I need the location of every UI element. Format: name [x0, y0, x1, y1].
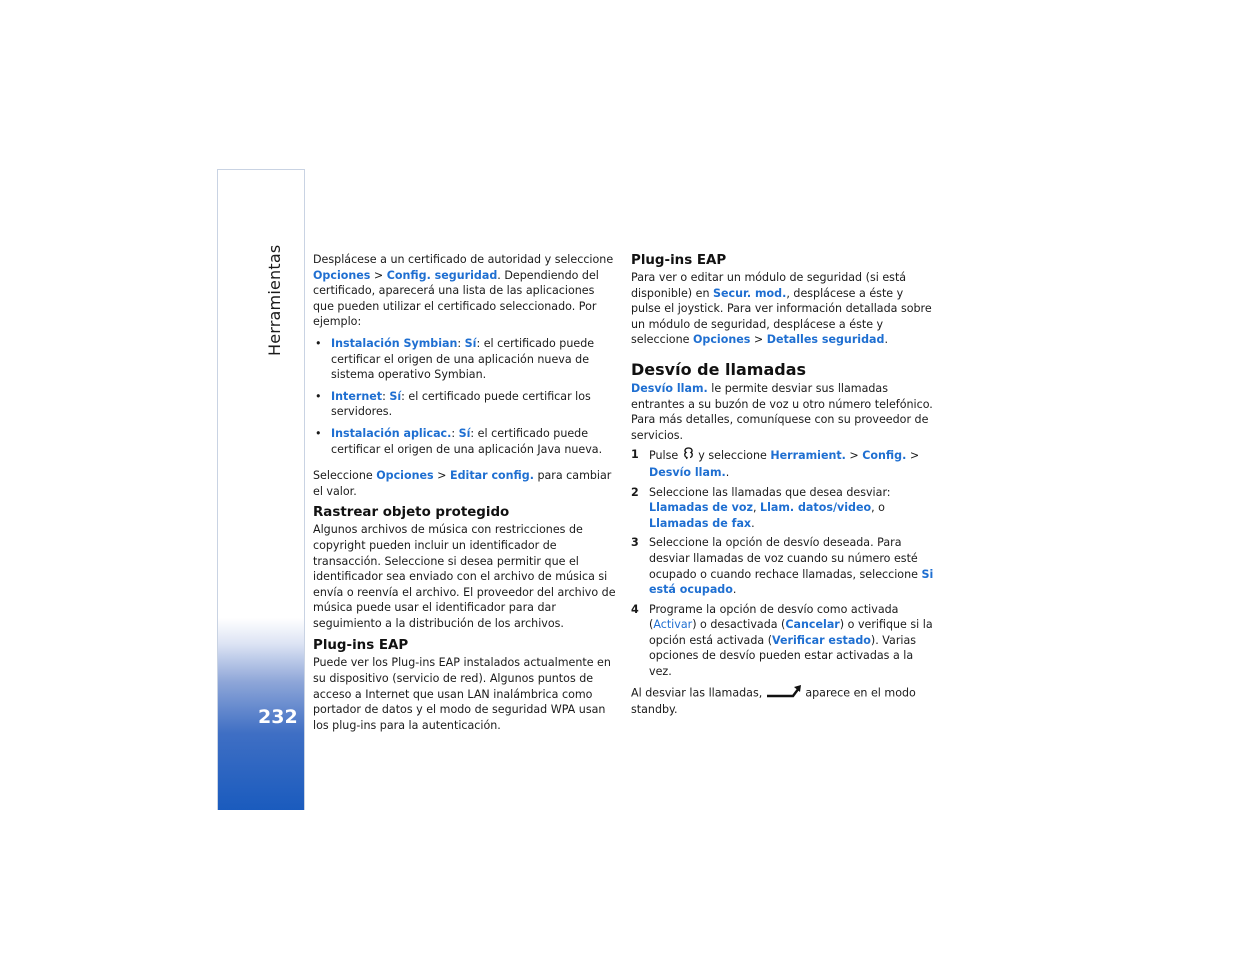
step-item: 2 Seleccione las llamadas que desea desviar: Llamadas de voz, Llam. datos/video, o Llamadas de fax.: [631, 485, 891, 530]
heading-desvio: Desvío de llamadas: [631, 359, 807, 379]
paragraph-plugins-eap: Para ver o editar un módulo de seguridad (si está disponible) en Secur. mod., desplácese a éste y pulse el joystick. Para ver información detallada sobre un módulo de seguridad, desplácese a éste y seleccione Opciones > Detalles seguridad.: [631, 271, 932, 347]
heading-rastrear: Rastrear objeto protegido: [313, 505, 510, 521]
list-item: • Instalación Symbian: Sí: el certificado puede certificar el origen de una aplicación nueva de sistema operativo Symbian.: [315, 336, 595, 382]
list-item: • Internet: Sí: el certificado puede certificar los servidores.: [315, 389, 591, 419]
paragraph-desvio: Desvío llam. le permite desviar sus llamadas entrantes a su buzón de voz u otro número telefónico. Para más detalles, comuníquese con su proveedor de servicios.: [631, 381, 933, 442]
right-column: [631, 252, 935, 718]
menu-link-opciones: Opciones: [313, 268, 371, 282]
menu-key-icon: [682, 447, 695, 465]
footer-paragraph: Al desviar las llamadas, aparece en el modo standby.: [631, 684, 935, 718]
paragraph-rastrear: Algunos archivos de música con restricciones de copyright pueden incluir un identificador de transacción. Seleccione si desea permitir que el identificador sea enviado con el archivo de música si envía o reenvía el archivo. El proveedor del archivo de música puede usar el identificador para dar seguimiento a la distribución de los archivos.: [313, 523, 616, 630]
heading-plugins: Plug-ins EAP: [313, 638, 409, 654]
step-item: 3 Seleccione la opción de desvío deseada. Para desviar llamadas de voz cuando su número esté ocupado o cuando rechace llamadas, seleccione Si está ocupado.: [631, 536, 934, 597]
page-number: 232: [258, 706, 298, 728]
left-column: [313, 252, 617, 733]
call-divert-icon: [766, 684, 802, 703]
heading-plugins-eap: Plug-ins EAP: [631, 253, 727, 268]
paragraph-plugins: Puede ver los Plug-ins EAP instalados actualmente en su dispositivo (servicio de red). Algunos puntos de acceso a Internet que usan LAN inalámbrica como portador de datos y el modo de seguridad WPA usan los plug-ins para la autenticación.: [313, 656, 611, 732]
menu-link-config-seguridad: Config. seguridad: [386, 268, 498, 282]
intro-paragraph: Desplácese a un certificado de autoridad y seleccione Opciones > Config. seguridad. Dependiendo del certificado, aparecerá una lista de las aplicaciones que pueden utilizar el certificado seleccionado. Por ejemplo:: [313, 253, 614, 329]
step-item: 1 Pulse y seleccione Herramient. > Config. > Desvío llam..: [631, 448, 920, 479]
step-item: 4 Programe la opción de desvío como activada (Activar) o desactivada (Cancelar) o verifique si la opción está activada (Verificar estado). Varias opciones de desvío pueden estar activadas a la vez.: [631, 602, 933, 679]
list-item: • Instalación aplicac.: Sí: el certificado puede certificar el origen de una aplicación Java nueva.: [315, 426, 603, 456]
section-title: Herramientas: [265, 244, 284, 356]
select-paragraph: Seleccione Opciones > Editar config. para cambiar el valor.: [313, 469, 612, 498]
